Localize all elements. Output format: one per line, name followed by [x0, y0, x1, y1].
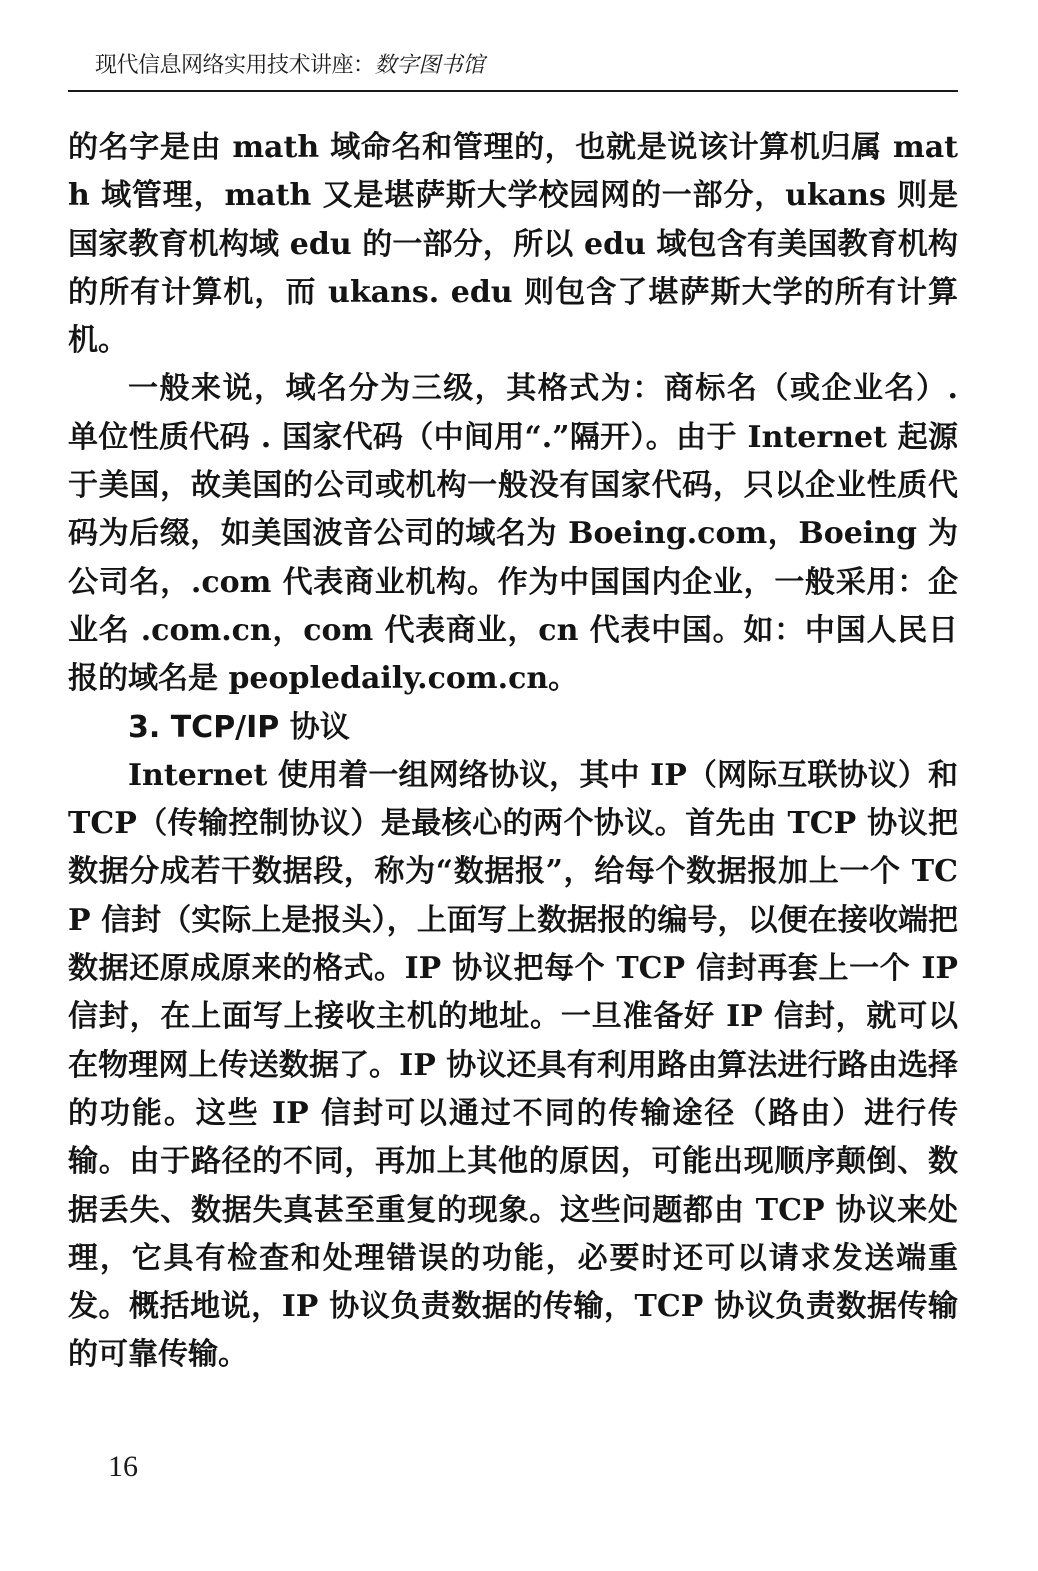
- paragraph-tcp-ip: Internet 使用着一组网络协议，其中 IP（网际互联协议）和 TCP（传输控制协议）是最核心的两个协议。首先由 TCP 协议把数据分成若干数据段，称为“数据报”，给每个数据报加上一个 TCP 信封（实际上是报头），上面写上数据报的编号，以便在接收端把数据还原成原来的格式。IP 协议把每个 TCP 信封再套上一个 IP 信封，在上面写上接收主机的地址。一旦准备好 IP 信封，就可以在物理网上传送数据了。IP 协议还具有利用路由算法进行路由选择的功能。这些 IP 信封可以通过不同的传输途径（路由）进行传输。由于路径的不同，再加上其他的原因，可能出现顺序颠倒、数据丢失、数据失真甚至重复的现象。这些问题都由 TCP 协议来处理，它具有检查和处理错误的功能，必要时还可以请求发送端重发。概括地说，IP 协议负责数据的传输，TCP 协议负责数据传输的可靠传输。: [68, 757, 958, 1373]
- section-heading: 3. TCP/IP 协议: [128, 709, 350, 745]
- header-rule: [68, 90, 958, 92]
- series-title: 现代信息网络实用技术讲座：: [95, 53, 375, 78]
- paragraph-domain-levels: 一般来说，域名分为三级，其格式为：商标名（或企业名）. 单位性质代码 . 国家代码（中间用“.”隔开）。由于 Internet 起源于美国，故美国的公司或机构一般没有国家代码，只以企业性质代码为后缀，如美国波音公司的域名为 Boeing.com，Boeing 为公司名，.com 代表商业机构。作为中国国内企业，一般采用：企业名 .com.cn，com 代表商业，cn 代表中国。如：中国人民日报的域名是 peopledaily.com.cn。: [68, 371, 958, 697]
- book-subtitle: 数字图书馆: [374, 53, 485, 78]
- paragraph-domain-naming: 的名字是由 math 域命名和管理的，也就是说该计算机归属 math 域管理，math 又是堪萨斯大学校园网的一部分，ukans 则是国家教育机构域 edu 的一部分，所以 edu 域包含有美国教育机构的所有计算机，而 ukans. edu 则包含了堪萨斯大学的所有计算机。: [68, 130, 958, 359]
- running-header: [95, 48, 485, 84]
- page-number: 16: [108, 1450, 138, 1483]
- body-text: [68, 124, 958, 1380]
